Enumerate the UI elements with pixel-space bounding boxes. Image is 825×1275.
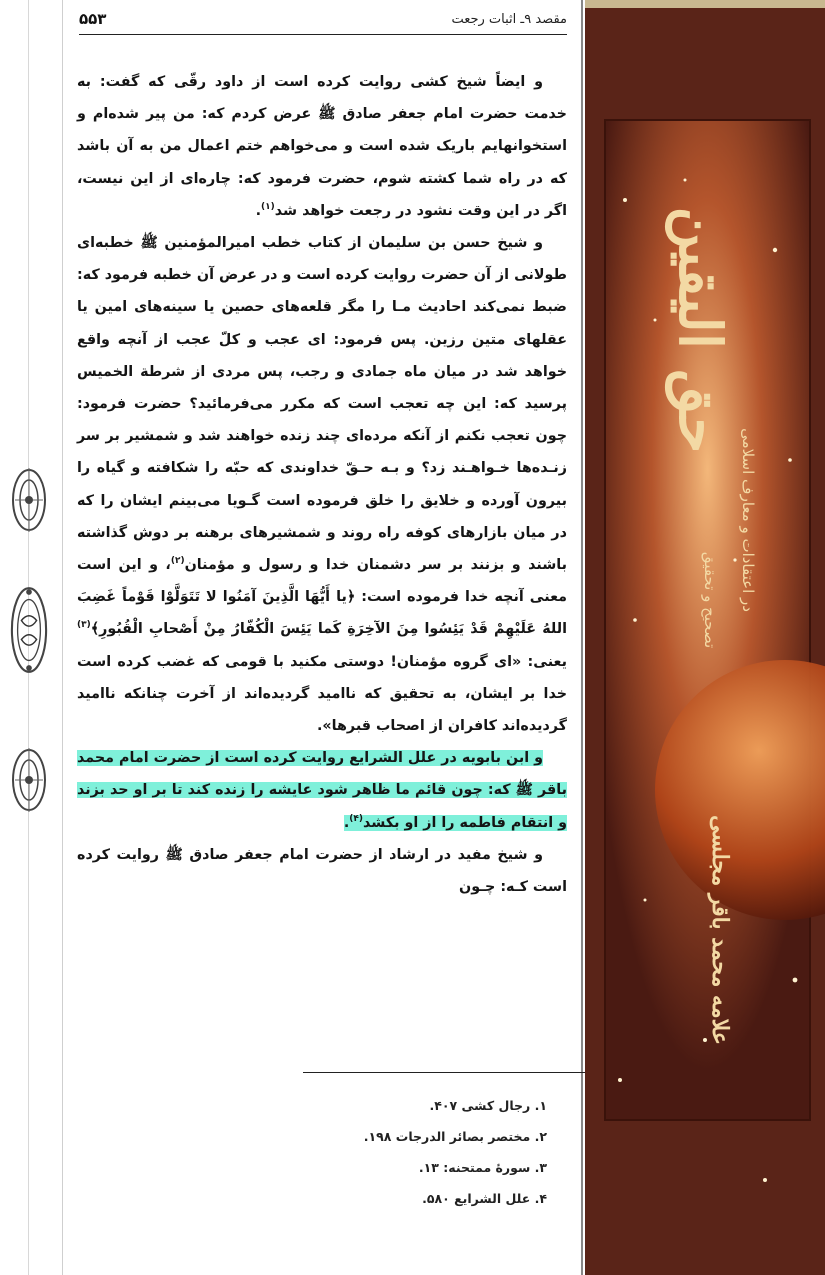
footnote-ref: (۱): [261, 202, 275, 213]
highlighted-text: و ابن بابویه در علل الشرایع روایت کرده است از حضرت امام محمد باقر ﷺ که: چون قائم ما ظاهر شود عایشه را زنده کند تا بر او حد بزند و انتقام فاطمه را از او بکشد: [77, 750, 567, 831]
paragraph: و شیخ مفید در ارشاد از حضرت امام جعفر صادق ﷺ روایت کرده است کـه: چـون: [77, 846, 567, 896]
cover-author: علامه محمد باقر مجلسی: [707, 815, 733, 1045]
body-text: [77, 66, 567, 903]
book-cover: [585, 0, 825, 1275]
highlighted-paragraph: و ابن بابویه در علل الشرایع روایت کرده است از حضرت امام محمد باقر ﷺ که: چون قائم ما ظاهر شود عایشه را زنده کند تا بر او حد بزند و انتقام فاطمه را از او بکشد$^{(۴)}$.: [77, 750, 567, 831]
seal-emblem-icon: [10, 580, 48, 680]
page-number: ۵۵۳: [79, 10, 107, 28]
footnote: ۳. سورهٔ ممتحنه: ۱۳.: [418, 1160, 547, 1175]
footnote-divider: [303, 1072, 603, 1073]
footnote-ref: (۴): [349, 813, 364, 824]
footnote: ۴. علل الشرایع ۵۸۰.: [422, 1191, 547, 1206]
paragraph: و ایضاً شیخ کشی روایت کرده است از داود رقّی که گفت: به خدمت حضرت امام جعفر صادق ﷺ عرض کردم که: من پیر شده‌ام و استخوانهایم باریک شده است و می‌خواهم ختم اعمال من به آن باشد که در راه شما کشته شوم، حضرت فرمود که: چاره‌ای از این نیست، اگر در این وقت نشود در رجعت خواهد شد$^{(۱)}$.: [77, 74, 567, 219]
footnote-ref: (۳): [77, 620, 91, 631]
paragraph: و شیخ حسن بن سلیمان از کتاب خطب امیرالمؤمنین ﷺ خطبه‌ای طولانی از آن حضرت روایت کرده است و در عرض آن خطبه فرمود که: ضبط نمی‌کند احادیث مـا را مگر قلعه‌های حصین یا سینه‌های امین یا عقلهای متین رزین. پس فرمود: ای عجب و کلّ عجب از آنچه واقع خواهد شد در میان ماه جمادی و رجب، پس مردی از شرطة الخمیس پرسید که: این چه تعجب است که مکرر می‌فرمائید؟ حضرت فرمود: چون تعجب نکنم از آنکه مرده‌ای چند زنده خواهند شد و شمشیر بر سر زنـده‌ها خـواهـند زد؟ و بـه حـقّ خداوندی که حبّه را شکافته و گیاه را بیرون آورده و خلایق را خلق فرموده است گـویا می‌بینم ایشان را که در میان بازارهای کوفه راه روند و شمشیرهای برهنه بر دوش گذاشته باشند و بزنند بر سر دشمنان خدا و رسول و مؤمنان$^{(۲)}$، و این است معنی آنچه خدا فرموده است: ﴿یا أَیُّهَا الَّذِینَ آمَنُوا لا تَتَوَلَّوْا قَوْماً غَضِبَ اللهُ عَلَیْهِمْ قَدْ یَئِسُوا مِنَ الآخِرَةِ کَما یَئِسَ الْکُفّارُ مِنْ أَصْحابِ الْقُبُورِ﴾$^{(۳)}$ یعنی: «ای گروه مؤمنان! دوستی مکنید با قومی که غضب کرده است خدا بر ایشان، به تحقیق که ناامید گردیده‌اند از آخرت چنانکه ناامید گردیده‌اند کافران از اصحاب قبرها».: [77, 235, 567, 735]
footnote: ۱. رجال کشی ۴۰۷.: [429, 1098, 547, 1113]
book-page: [63, 0, 583, 1275]
cover-artwork: [585, 0, 825, 1275]
ornament-icon: [10, 740, 48, 820]
chapter-title: مقصد ۹ـ اثبات رجعت: [451, 12, 567, 27]
ornament-icon: [10, 460, 48, 540]
cover-editor: تصحیح و تحقیق: [701, 551, 719, 649]
footnotes: [77, 1090, 547, 1214]
page-header: [79, 10, 567, 35]
footnote: ۲. مختصر بصائر الدرجات ۱۹۸.: [363, 1129, 547, 1144]
cover-subtitle: در اعتقادات و معارف اسلامی: [739, 428, 757, 612]
left-margin: [0, 0, 63, 1275]
cover-title: حق الیقین: [666, 206, 734, 454]
footnote-ref: (۲): [170, 556, 185, 567]
